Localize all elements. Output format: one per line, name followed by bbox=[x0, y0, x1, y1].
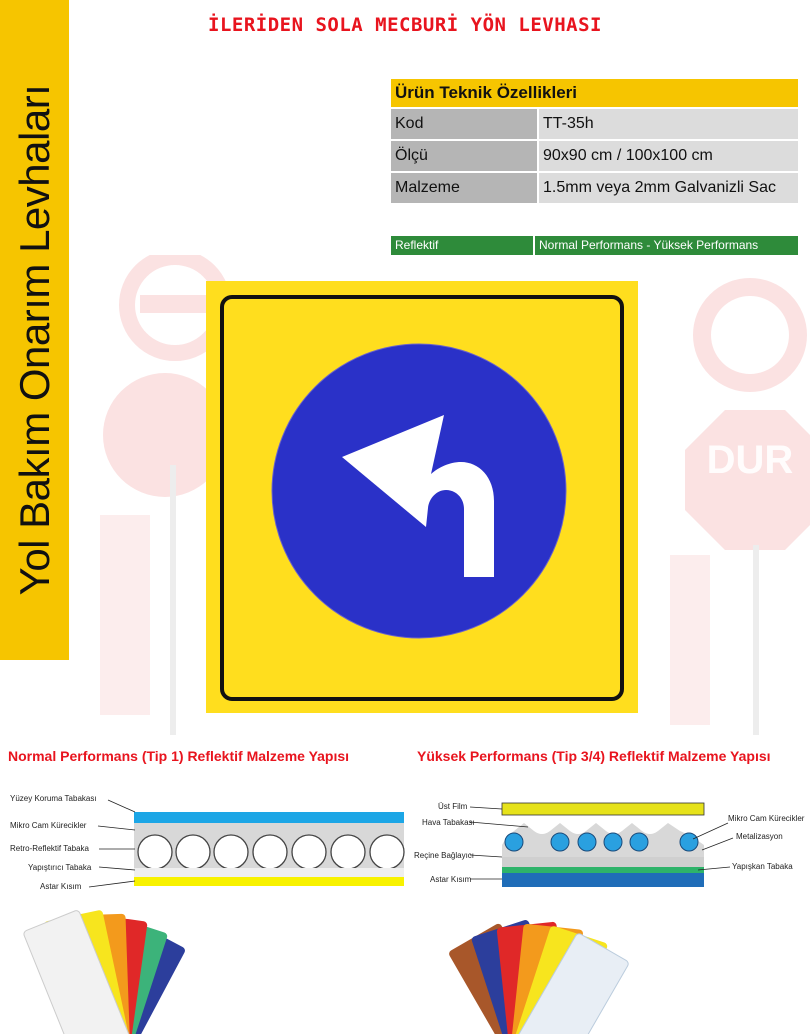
layer-label: Astar Kısım bbox=[40, 882, 82, 891]
spec-row bbox=[391, 172, 798, 204]
road-sign-image bbox=[206, 281, 638, 713]
page-title: İLERİDEN SOLA MECBURİ YÖN LEVHASI bbox=[208, 14, 602, 36]
sidebar-title: Yol Bakım Onarım Levhaları bbox=[11, 84, 58, 596]
reflective-value: Normal Performans - Yüksek Performans bbox=[535, 236, 798, 255]
layer-label: Astar Kısım bbox=[430, 875, 472, 884]
layer-label: Yapışkan Tabaka bbox=[732, 862, 793, 871]
spec-row bbox=[391, 140, 798, 172]
high-structure-diagram bbox=[410, 795, 810, 905]
normal-structure-title: Normal Performans (Tip 1) Reflektif Malzeme Yapısı bbox=[8, 748, 350, 764]
layer-label: Mikro Cam Kürecikler bbox=[10, 821, 87, 830]
layer-label: Mikro Cam Kürecikler bbox=[728, 814, 805, 823]
layer-label: Yapıştırıcı Tabaka bbox=[28, 863, 92, 872]
spec-table-heading: Ürün Teknik Özellikleri bbox=[391, 79, 798, 108]
layer-label: Reçine Bağlayıcı bbox=[414, 851, 475, 860]
spec-label: Malzeme bbox=[391, 172, 538, 204]
layer-label: Yüzey Koruma Tabakası bbox=[10, 794, 97, 803]
high-sheets-image bbox=[440, 905, 680, 1034]
high-structure-title: Yüksek Performans (Tip 3/4) Reflektif Malzeme Yapısı bbox=[417, 748, 771, 764]
spec-label: Kod bbox=[391, 108, 538, 140]
reflective-label: Reflektif bbox=[391, 236, 533, 255]
layer-label: Hava Tabakası bbox=[422, 818, 475, 827]
spec-label: Ölçü bbox=[391, 140, 538, 172]
layer-label: Metalizasyon bbox=[736, 832, 783, 841]
spec-row bbox=[391, 108, 798, 140]
layer-label: Retro-Reflektif Tabaka bbox=[10, 844, 89, 853]
layer-label: Üst Film bbox=[438, 802, 468, 811]
normal-sheets-image bbox=[20, 905, 260, 1034]
spec-value: TT-35h bbox=[538, 108, 798, 140]
stop-sign-text: DUR bbox=[706, 438, 794, 482]
spec-value: 1.5mm veya 2mm Galvanizli Sac bbox=[538, 172, 798, 204]
spec-table bbox=[391, 79, 798, 205]
spec-value: 90x90 cm / 100x100 cm bbox=[538, 140, 798, 172]
reflective-row bbox=[391, 236, 798, 255]
normal-structure-diagram bbox=[0, 790, 408, 900]
